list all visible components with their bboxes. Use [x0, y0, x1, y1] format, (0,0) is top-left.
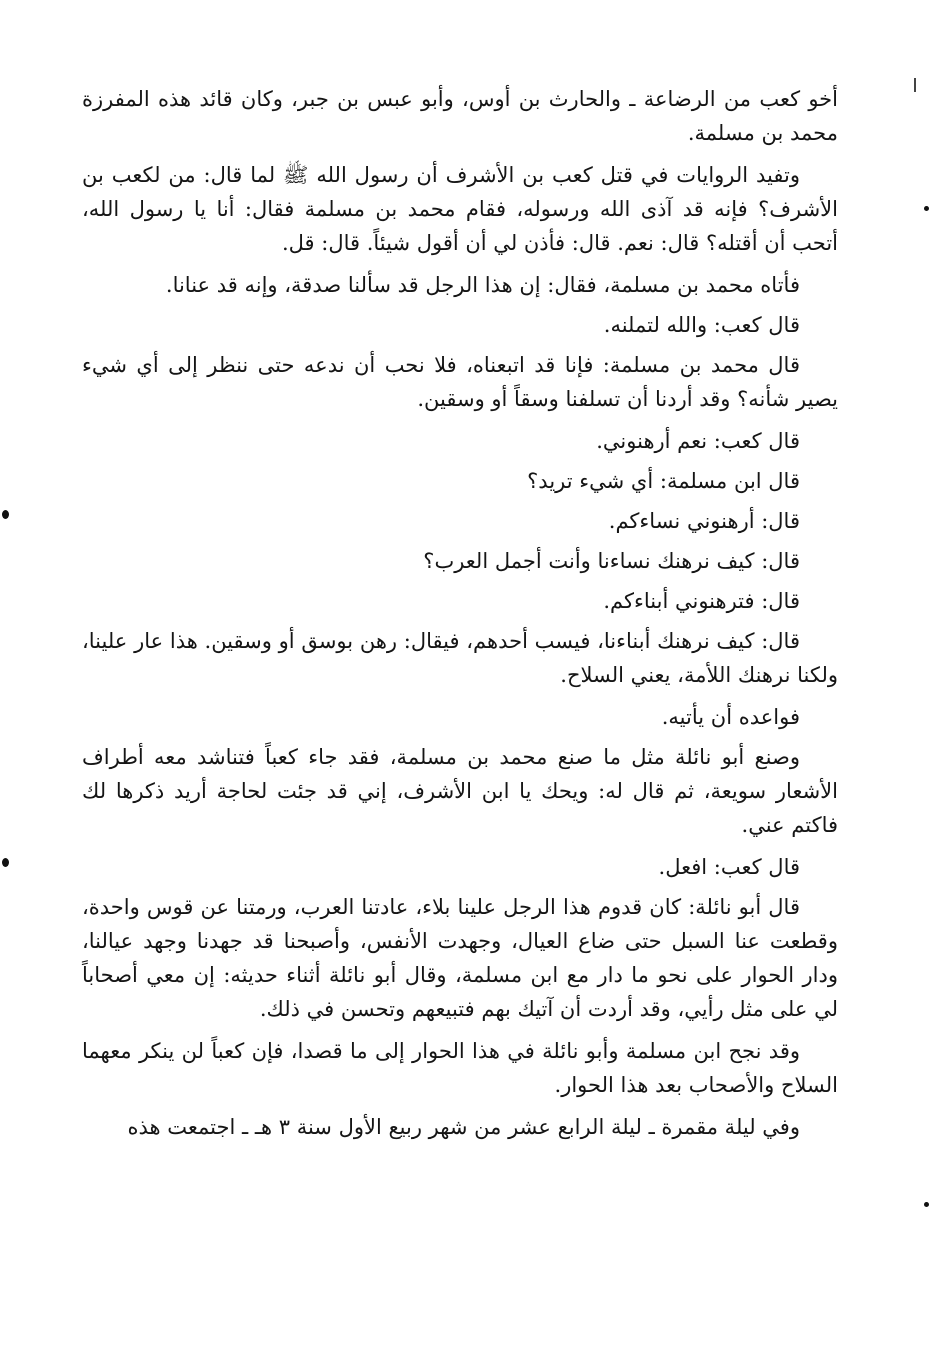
paragraph: قال: كيف نرهنك أبناءنا، فيسب أحدهم، فيقال: رهن بوسق أو وسقين. هذا عار علينا، ولكنا نرهنك اللأمة، يعني السلاح.: [82, 629, 838, 687]
paragraph: قال كعب: والله لتملنه.: [603, 313, 800, 337]
scan-mark-top-right: [914, 78, 916, 92]
paragraph: قال: أرهنوني نساءكم.: [608, 509, 800, 533]
paragraph: قال كعب: نعم أرهنوني.: [596, 429, 800, 453]
scan-dot-left-1: [2, 510, 9, 519]
scan-dot-left-2: [2, 858, 9, 867]
paragraph: أخو كعب من الرضاعة ـ والحارث بن أوس، وأبو عبس بن جبر، وكان قائد هذه المفرزة محمد بن مسلمة.: [82, 87, 838, 145]
scan-dot-right-2: [924, 1202, 929, 1207]
paragraph: وفي ليلة مقمرة ـ ليلة الرابع عشر من شهر ربيع الأول سنة ٣ هـ ـ اجتمعت هذه: [127, 1115, 800, 1139]
scan-dot-right-1: [924, 206, 929, 211]
paragraph: قال محمد بن مسلمة: فإنا قد اتبعناه، فلا نحب أن ندعه حتى ننظر إلى أي شيء يصير شأنه؟ وقد أردنا أن تسلفنا وسقاً أو وسقين.: [82, 353, 838, 411]
paragraph: فواعده أن يأتيه.: [661, 705, 800, 729]
paragraph: وصنع أبو نائلة مثل ما صنع محمد بن مسلمة، فقد جاء كعباً فتناشد معه أطراف الأشعار سويعة، ثم قال له: ويحك يا ابن الأشرف، إني قد جئت لحاجة أريد ذكرها لك فاكتم عني.: [82, 745, 838, 837]
paragraph: قال: فترهنوني أبناءكم.: [603, 589, 800, 613]
paragraph: قال أبو نائلة: كان قدوم هذا الرجل علينا بلاء، عادتنا العرب، ورمتنا عن قوس واحدة، وقطعت عنا السبل حتى ضاع العيال، وجهدت الأنفس، وأصبحنا قد جهدنا وجهد عيالنا، ودار الحوار على نحو ما دار مع ابن مسلمة، وقال أبو نائلة أثناء حديثه: إن معي أصحاباً لي على مثل رأيي، وقد أردت أن آتيك بهم فتبيعهم وتحسن في ذلك.: [82, 895, 838, 1021]
paragraph: قال كعب: افعل.: [658, 855, 800, 879]
paragraph: قال: كيف نرهنك نساءنا وأنت أجمل العرب؟: [423, 549, 800, 573]
paragraph: وقد نجح ابن مسلمة وأبو نائلة في هذا الحوار إلى ما قصدا، فإن كعباً لن ينكر معهما السلاح والأصحاب بعد هذا الحوار.: [82, 1039, 838, 1097]
paragraph: وتفيد الروايات في قتل كعب بن الأشرف أن رسول الله ﷺ لما قال: من لكعب بن الأشرف؟ فإنه قد آذى الله ورسوله، فقام محمد بن مسلمة فقال: أنا يا رسول الله، أتحب أن أقتله؟ قال: نعم. قال: فأذن لي أن أقول شيئاً. قال: قل.: [82, 163, 838, 255]
body-text: [82, 82, 838, 1152]
paragraph: قال ابن مسلمة: أي شيء تريد؟: [527, 469, 800, 493]
paragraph: فأتاه محمد بن مسلمة، فقال: إن هذا الرجل قد سألنا صدقة، وإنه قد عنانا.: [165, 273, 800, 297]
